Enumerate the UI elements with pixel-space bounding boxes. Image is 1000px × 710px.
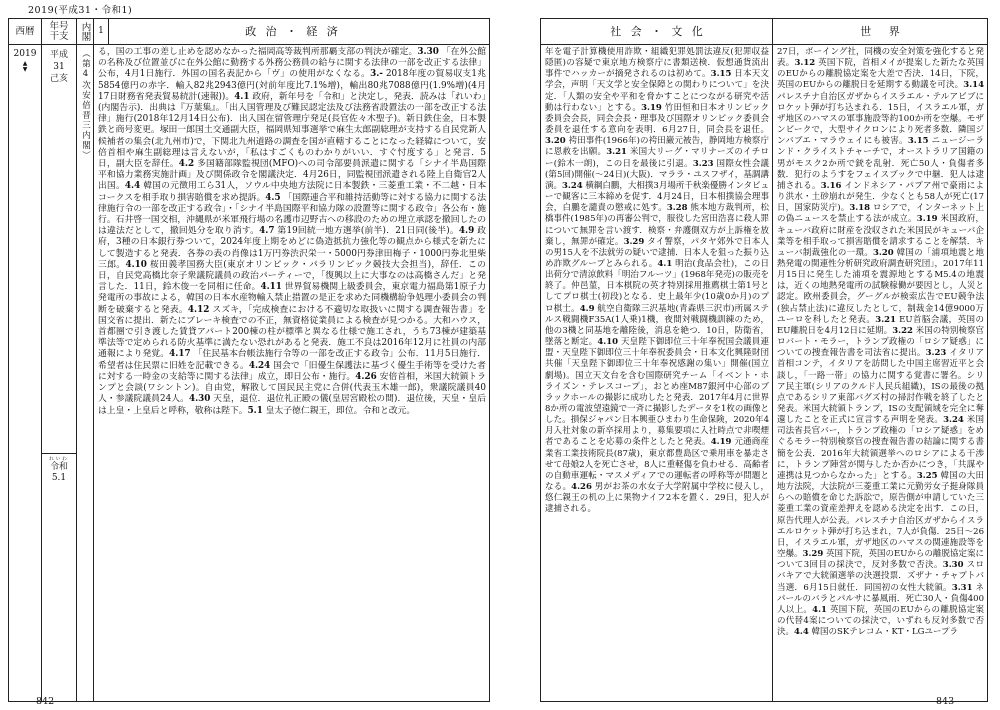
eto-label: 干支 <box>49 30 69 42</box>
right-header-row <box>541 19 987 45</box>
politics-header-cell <box>94 19 489 44</box>
page-number-left: 842 <box>36 696 55 707</box>
col-header-seireki: 西暦 <box>9 19 42 44</box>
arrow-down-icon: ▼ <box>22 66 28 73</box>
col-header-naikaku: 内閣 <box>77 19 94 44</box>
right-body-row <box>541 45 987 701</box>
era-reiwa-date: 5.1 <box>51 473 67 483</box>
era-year-31: 31 <box>53 62 65 72</box>
cabinet-cell <box>77 45 94 701</box>
era-reiwa-block <box>42 453 76 484</box>
section-title-world: 世界 <box>860 24 918 38</box>
society-culture-text: 年を電子計算機使用詐欺・組織犯罪処罰法違反(犯罪収益隠匿)の容疑で東京地方検察庁に書類送検．仮想通貨流出事件でハッカーが摘発されるのは初めて。3.15 日本天文学会，声明「天文学と安全保障との関わりについて」を決定．「人類の安全や平和を脅かすことにつながる研究や活動は行わない」とする。3.19 竹田恒和日本オリンピック委員会会長，同会会長・理事及び国際オリンピック委員会委員を退任する意向を表明．6月27日，同会長を退任。3.20 袴田事件(1966年)の袴田巌元被告，静岡地方検察庁に恩赦を出願。3.21 米国大リーグ・マリナーズのイチロー(鈴木一朗)，この日を最後に引退。3.23 国際女性会議(第5回)開催(〜24日)(大阪)．マララ・ユスフザイ，基調講演。3.24 横綱白鵬，大相撲3月場所千秋楽優勝インタビューで観客に三本締めを促す．4月24日，日本相撲協会理事会，白鵬を譴責の懲戒に処す。3.28 熊本地方裁判所，松橋事件(1985年)の再審公判で，服役した宮田浩喜に殺人罪について無罪を言い渡す．検察・弁護側双方が上訴権を放棄し，無罪が確定。3.29 タイ警察，パタヤ郊外で日本人の男15人を不法就労の疑いで逮捕．日本人を狙った振り込め詐欺グループとみられる。4.1 明治(食品会社)，この日出荷分で清涼飲料「明治フルーツ」(1968年発売)の販売を終了。仲邑菫，日本棋院の英才特別採用推薦棋士第1号としてプロ棋士(初段)となる．史上最年少(10歳0か月)のプロ棋士。4.9 航空自衛隊三沢基地(青森県三沢市)所属ステルス戦闘機F35A(1人乗)1機，夜間対戦闘機訓練のため，他の3機と同基地を離陸後，消息を絶つ．10日，防衛省，墜落と断定。4.10 天皇陛下御即位三十年奉祝国会議員連盟・天皇陛下御即位三十年奉祝委員会・日本文化興隆財団共催「天皇陛下御即位三十年奉祝感謝の集い」開催(国立劇場)。国立天文台を含む国際研究チーム「イベント・ホライズン・テレスコープ」，おとめ座M87銀河中心部のブラックホールの撮影に成功したと発表．2017年4月に世界8か所の電波望遠鏡で一斉に撮影したデータを1枚の画像とした。損保ジャパン日本興亜ひまわり生命保険，2020年4月入社対象の新卒採用より，募集要項に入社時点で非喫煙者であることを応募の条件としたと発表。4.19 元通商産業省工業技術院長(87歳)，東京都豊島区で乗用車を暴走させて母娘2人を死亡させ，8人に重軽傷を負わせる．高齢者の自動車運転・マスメディアでの運転者の呼称等が問題となる。4.26 男がお茶の水女子大学附属中学校に侵入し，悠仁親王の机の上に果物ナイフ2本を置く．29日，犯人が逮捕される。 <box>541 45 773 701</box>
society-header-cell <box>541 19 773 44</box>
cabinet-name: （第4次安倍晋三内閣） <box>80 49 91 161</box>
year-label: 2019 <box>13 49 37 59</box>
left-header-row <box>9 19 489 45</box>
politics-economy-text: る，国の工事の差し止めを認めなかった福岡高等裁判所那覇支部の判決が確定。3.30 「在外公館の名称及び位置並びに在外公館に勤務する外務公務員の給与に関する法律の一部を改正する法律」公布，4月1日施行．外国の国名表記から「ヴ」の使用がなくなる。3.- 2018年度の貿易収支1兆5854億円の赤字．輸入82兆2943億円(対前年度比7.1%増)，輸出80兆7088億円(1.9%増)(4月17日財務省発表貿易統計(速報))。4.1 政府，新年号を「令和」と決定し，発表．読みは「れいわ」(内閣告示)．出典は『万葉集』。「出入国管理及び難民認定法及び法務省設置法の一部を改正する法律」施行(2018年12月14日公布)．出入国在留管理庁発足(長官佐々木聖子)。新日鉄住金，日本製鉄と商号変更。塚田一郎国土交通副大臣，福岡県知事選挙で麻生太郎副総理が支持する自民党新人候補者の集会(北九州市)で，下関北九州道路の調査を国が直轄することになった経緯について，安倍首相や麻生副総理は言えないが，「私はすごくものわかりがいい．すぐ忖度する」と発言．5日，副大臣を辞任。4.2 多国籍部隊監視団(MFO)への司令部要員派遣に関する「シナイ半島国際平和協力業務実施計画」及び関係政令を閣議決定．4月26日，同監視団派遣される陸上自衛官2人出国。4.4 韓国の元徴用工ら31人，ソウル中央地方法院に日本製鉄・三菱重工業・不二越・日本コークスを相手取り損害賠償を求め提訴。4.5 「国際連合平和維持活動等に対する協力に関する法律施行令の一部を改正する政令」・「シナイ半島国際平和協力隊の設置等に関する政令」各公布・施行。石井啓一国交相，沖縄県が米軍飛行場の名護市辺野古への移設のための埋立承認を撤回したのは違法だとして，撤回処分を取り消す。4.7 第19回統一地方選挙(前半)．21日同(後半)。4.9 政府，3種の日本銀行券ついて，2024年度上期をめどに偽造抵抗力強化等の観点から様式を新たにして製造すると発表．各券の表の肖像は1万円券渋沢栄一・5000円券津田梅子・1000円券北里柴三郎。4.10 桜田義孝国務大臣(東京オリンピック・パラリンピック競技大会担当)，辞任．この日，自民党高橋比奈子衆議院議員の政治パーティーで，「復興以上に大事なのは高橋さんだ」と発言した．11日，鈴木俊一を同相に任命。4.11 世界貿易機関上級委員会，東京電力福島第1原子力発電所の事故による，韓国の日本水産物輸入禁止措置の是正を求めた同機構紛争処理小委員会の判断を破棄すると発表。4.12 スズキ，「完成検査における不適切な取扱いに関する調査報告書」を国交省に提出．新たにブレーキ検査での不正，無資格従業員による検査が見つかる。大和ハウス，首都圏で引き渡した賃貸アパート200棟の柱が標準と異なる仕様で施工され，うち73棟が建築基準法等で定められる防火基準に満たない恐れがあると発表．施工不良は2016年12月に社員の内部通報により発覚。4.17 「住民基本台帳法施行令等の一部を改正する政令」公布．11月5日施行．希望者は住民票に旧姓を記載できる。4.24 国会で「旧優生保護法に基づく優生手術等を受けた者に対する一時金の支給等に関する法律」成立，即日公布・施行。4.26 安倍首相，米国大統領トランプと会談(ワシントン)。自由党，解散して国民民主党に合併(代表玉木雄一郎)，衆議院議員40人・参議院議員24人。4.30 天皇，退位．退位礼正殿の儀(皇居宮殿松の間)．退位後，天皇・皇后は上皇・上皇后と呼称，敬称は陛下。5.1 皇太子徳仁親王，即位。令和と改元。 <box>98 47 487 416</box>
left-page-table <box>8 18 490 702</box>
right-page-table <box>540 18 988 702</box>
page-number-right: 843 <box>936 696 955 707</box>
era-cell <box>42 45 77 701</box>
left-body-row <box>9 45 489 701</box>
running-head: 2019(平成31・令和1) <box>28 5 133 16</box>
era-eto: 己亥 <box>49 74 68 84</box>
arrow-up-icon: ▲ <box>22 60 28 67</box>
world-text: 27日，ボーイング社，同機の安全対策を強化すると発表。3.12 英国下院，首相メイが提案した新たな英国のEUからの離脱協定案を大差で否決．14日，下院，英国のEUからの離脱日を延期する動議を可決。3.14 パレスチナ自治区ガザからイスラエル・テルアビブにロケット弾が打ち込まれる．15日，イスラエル軍，ガザ地区のハマスの軍事施設等約100か所を空爆。モザンビークで，大型サイクロンにより死者多数．隣国ジンバブエ・マラウェイにも被害。3.15 ニュージーランド・クライストチャーチで，オーストラリア国籍の男がモスク2か所で銃を乱射．死亡50人・負傷者多数．犯行のようすをフェイスブックで中継．犯人は逮捕される。3.16 インドネシア・パプア州で豪雨により洪水・土砂崩れが発生．少なくとも58人が死亡(17日，国家防災庁)。3.18 ロシアで，インターネット上の偽ニュースを禁止する法が成立。3.19 米国政府，キューバ政府に財産を没収された米国民がキューバ企業等を相手取って損害賠償を請求することを解禁．キューバ制裁強化の一環。3.20 韓国の「浦項地震と地熱発電の関連性分析研究政府調査研究団」，2017年11月15日に発生した浦項を震源地とするM5.4の地震は，近くの地熱発電所の試験稼働が要因とし，人災と認定。欧州委員会，グーグルが検索広告でEU競争法(独占禁止法)に違反したとして，制裁金14億9000万ユーロを科したと発表。3.21 EU首脳会議，英国のEU離脱日を4月12日に延期。3.22 米国の特別検察官ロバート・モラー，トランプ政権の「ロシア疑惑」についての捜査報告書を司法省に提出。3.23 イタリア首相コンテ，イタリアを訪問した中国主席習近平と会談し，「一路一帯」の協力に関する覚書に署名。シリア民主軍(シリアのクルド人民兵組織)，ISの最後の拠点であるシリア東部バグズ村の掃討作戦を終了したと発表。米国大統領トランプ，ISの支配領域を完全に奪還したことを正式に宣言する声明を発表。3.24 米国司法省長官バー，トランプ政権の「ロシア疑惑」をめぐるモラー特別検察官の捜査報告書の結論に関する書簡を公表．2016年大統領選挙へのロシアによる干渉に，トランプ陣営が関与したか否かにつき，「共謀や連携は見つからなかった」とする。3.25 韓国の大田地方法院，大法院が三菱重工業に元勤労女子挺身隊員らへの賠償を命じた訴訟で，原告側が申請していた三菱重工業の資産差押えを認める決定を出す．この日，原告代理人が公表。パレスチナ自治区ガザからイスラエルロケット弾が打ち込まれ，7人が負傷．25日〜26日，イスラエル軍，ガザ地区のハマスの関連施設等を空爆。3.29 英国下院，英国のEUからの離脱協定案について3回目の採決で，反対多数で否決。3.30 スロバキアで大統領選挙の決選投票．ズザナ・チャプトバ当選．6月15日就任．同国初の女性大統領。3.31 ネパールのバラとパルサに暴風雨．死亡30人・負傷400人以上。4.1 英国下院，英国のEUからの離脱協定案の代替4案についての採決で，いずれも反対多数で否決。4.4 韓国のSKテレコム・KT・LGユープラ <box>777 47 985 638</box>
era-name-reiwa: 令和 <box>49 462 68 472</box>
era-heisei-block <box>42 45 76 85</box>
section-title-politics: 政治・経済 <box>245 24 348 38</box>
year-cell <box>9 45 42 701</box>
era-reiwa-ruby: れいわ <box>49 457 69 462</box>
year-span-arrows <box>9 61 41 73</box>
col-header-nengo-eto <box>42 19 77 44</box>
world-header-cell <box>773 19 987 44</box>
era-name-heisei: 平成 <box>49 50 68 60</box>
section-title-society: 社会・文化 <box>610 24 713 38</box>
nengo-label: 年号 <box>49 20 69 32</box>
section-number: 1 <box>94 19 109 44</box>
